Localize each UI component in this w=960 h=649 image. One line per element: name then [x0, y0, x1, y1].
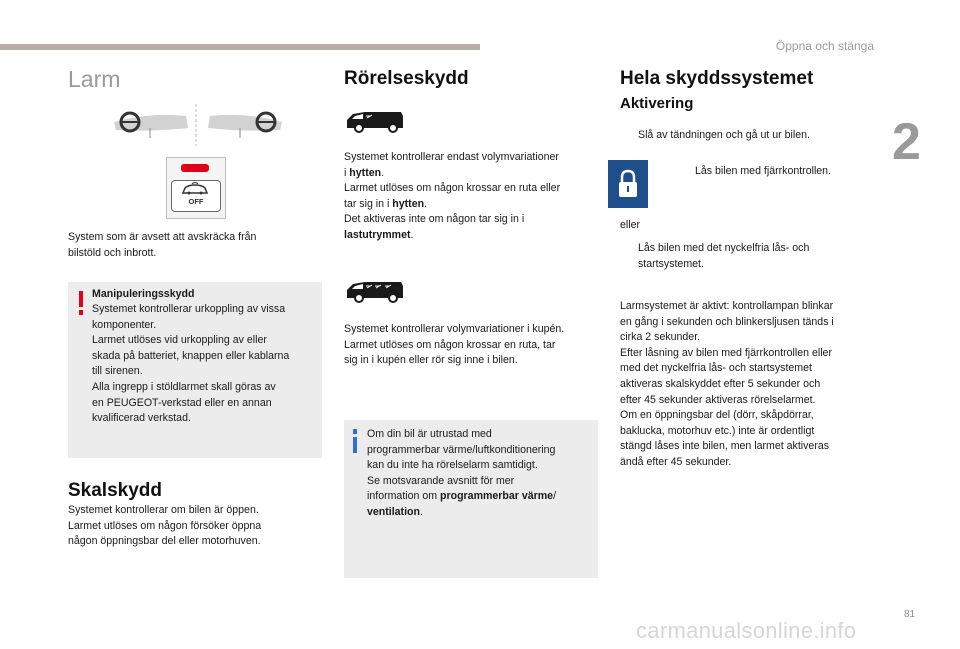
page-number: 81: [904, 609, 916, 620]
lock-icon: [616, 168, 640, 200]
van-passenger-icon: [345, 278, 405, 304]
subtitle-aktivering: Aktivering: [620, 95, 694, 112]
warning-text: Systemet kontrollerar urkoppling av vissa komponenter. Larmet utlöses vid urkoppling av eller skada på batteriet, knappen eller kablarna till sirenen. Alla ingrepp i stöldlarmet skall göras av en PEUGEOT-verkstad eller en annan kvalificerad verkstad.: [92, 303, 290, 425]
info-text: Om din bil är utrustad med programmerbar värme/luftkonditionering kan du inte ha rörelselarm samtidigt. Se motsvarande avsnitt för mer information om programmerbar värme/ ventilation.: [367, 428, 557, 518]
header-bar: [0, 44, 480, 50]
section-title-hela-skyddssystemet: Hela skyddssystemet: [620, 68, 814, 89]
section-title-rorelseskydd: Rörelseskydd: [344, 68, 469, 89]
off-label: OFF: [188, 197, 204, 206]
info-i-icon: [352, 429, 358, 453]
van-cab-icon: [345, 108, 405, 134]
watermark: carmanualsonline.info: [636, 618, 857, 643]
warning-exclamation-icon: [78, 291, 84, 315]
chapter-title: Öppna och stänga: [775, 39, 874, 53]
step-3: Lås bilen med det nyckelfria lås- och startsystemet.: [638, 242, 810, 270]
section-title-skalskydd: Skalskydd: [68, 480, 162, 501]
skalskydd-text: Systemet kontrollerar om bilen är öppen. Larmet utlöses om någon försöker öppna någon öppningsbar del eller motorhuven.: [68, 504, 262, 548]
warning-title: Manipuleringsskydd: [92, 288, 195, 300]
step-2: Lås bilen med fjärrkontrollen.: [695, 165, 832, 177]
indicator-light-icon: [181, 164, 209, 172]
or-label: eller: [620, 219, 641, 231]
rorelseskydd-paragraph-1: Systemet kontrollerar endast volymvariationer i hytten. Larmet utlöses om någon krossar en ruta eller tar sig in i hytten. Det aktiveras inte om någon tar sig in i lastutrymmet.: [344, 151, 561, 241]
car-alarm-icon: [180, 182, 210, 196]
step-1: Slå av tändningen och gå ut ur bilen.: [638, 129, 810, 141]
steering-wheel-illustration: [110, 100, 286, 148]
section-title-larm: Larm: [68, 66, 121, 92]
activation-body: Larmsystemet är aktivt: kontrollampan blinkar en gång i sekunden och blinkersljusen tänds i cirka 2 sekunder. Efter låsning av bilen med fjärrkontrollen eller med det nyckelfria lås- och startsystemet aktiveras skalskyddet efter 5 sekunder och efter 45 sekunder aktiveras rörelselarmet. Om en öppningsbar del (dörr, skåpdörrar, baklucka, motorhuv etc.) inte är ordentligt stängd låses inte bilen, men larmet aktiveras ändå efter 45 sekunder.: [620, 300, 834, 468]
rorelseskydd-paragraph-2: Systemet kontrollerar volymvariationer i kupén. Larmet utlöses om någon krossar en ruta, tar sig in i kupén eller rör sig inne i bilen.: [344, 323, 565, 367]
chapter-number: 2: [892, 113, 921, 171]
larm-intro: System som är avsett att avskräcka från bilstöld och inbrott.: [68, 231, 257, 259]
